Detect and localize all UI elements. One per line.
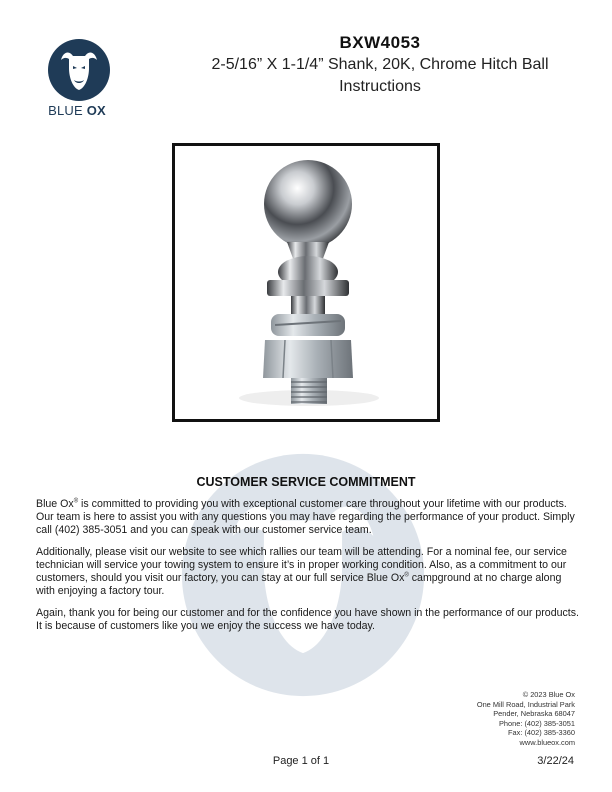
product-title: 2-5/16” X 1-1/4” Shank, 20K, Chrome Hitch Ball [211,56,549,73]
product-photo [172,143,440,422]
commitment-body [36,498,581,642]
paragraph-3: Again, thank you for being our customer and for the confidence you have shown in the performance of our products. It is because of customers like you we enjoy the success we have today. [36,607,579,632]
page-number: Page 1 of 1 [272,755,330,767]
paragraph-1: Blue Ox® is committed to providing you with exceptional customer care throughout your lifetime with our products. Our team is here to assist you with any questions you may have regarding the performance of your product. Simply call (402) 385-3051 and you can speak with our customer service team. [36,498,575,536]
contact-block [477,690,575,748]
copyright: © 2023 Blue Ox [522,690,575,699]
city: Pender, Nebraska 68047 [493,709,575,719]
document-header [180,33,580,97]
website: www.blueox.com [519,737,575,747]
document-type: Instructions [339,78,421,95]
part-number: BXW4053 [339,33,421,52]
section-title: CUSTOMER SERVICE COMMITMENT [196,475,416,489]
brand-wordmark: BLUE OX [48,103,106,118]
paragraph-2: Additionally, please visit our website to see which rallies our team will be attending. For a nominal fee, our service technician will service your towing system to ensure it’s in proper working condition. Also, as a commitment to our customers, should you visit our factory, you can stay at our full service Blue Ox® campground at no charge along with enjoying a factory tour. [36,546,567,597]
fax: Fax: (402) 385-3360 [508,728,575,738]
phone: Phone: (402) 385-3051 [498,718,575,728]
address: One Mill Road, Industrial Park [476,699,575,709]
hitch-ball-photo [175,146,437,419]
brand-logo [46,38,112,118]
ox-head-icon [47,38,111,102]
document-date: 3/22/24 [537,755,574,767]
